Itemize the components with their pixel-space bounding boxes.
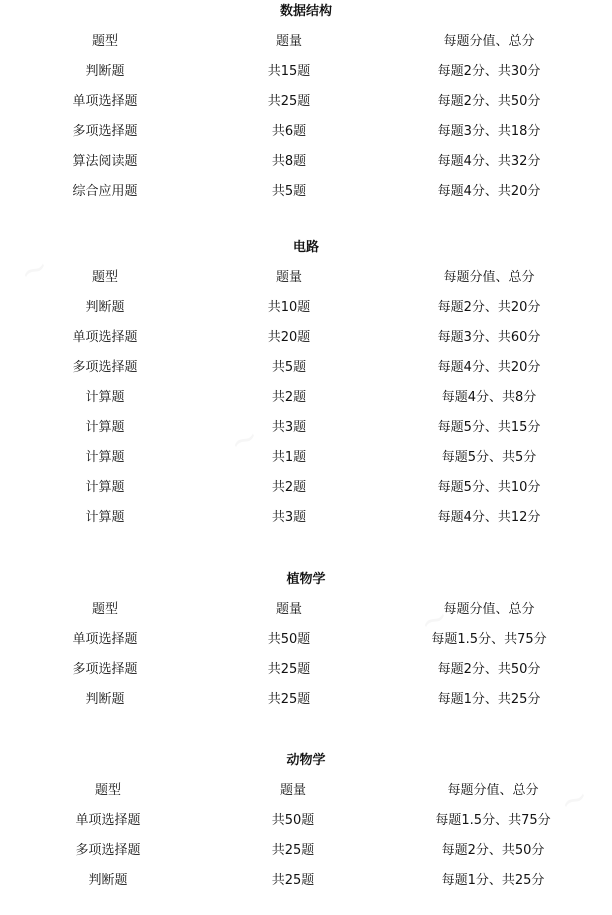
question-type: 判断题 <box>85 692 125 707</box>
header-question-type: 题型 <box>91 602 119 617</box>
table-row <box>0 182 612 202</box>
table-row <box>0 328 612 348</box>
question-type: 判断题 <box>85 64 125 79</box>
header-question-count: 题量 <box>279 783 307 798</box>
score: 每题5分、共10分 <box>437 480 541 495</box>
score: 每题4分、共8分 <box>441 390 537 405</box>
question-count: 共25题 <box>267 94 311 109</box>
header-question-count: 题量 <box>275 270 303 285</box>
section-title: 植物学 <box>286 572 326 587</box>
question-count: 共3题 <box>271 420 307 435</box>
question-count: 共50题 <box>267 632 311 647</box>
table-row <box>0 660 612 680</box>
question-count: 共25题 <box>271 873 315 888</box>
table-row <box>0 841 612 861</box>
table-row <box>0 478 612 498</box>
question-count: 共25题 <box>267 662 311 677</box>
question-count: 共2题 <box>271 480 307 495</box>
section-title: 数据结构 <box>279 4 332 19</box>
question-count: 共8题 <box>271 154 307 169</box>
table-row <box>0 448 612 468</box>
question-count: 共5题 <box>271 360 307 375</box>
table-row <box>0 62 612 82</box>
score: 每题1.5分、共75分 <box>431 632 547 647</box>
question-type: 判断题 <box>88 873 128 888</box>
question-type: 多项选择题 <box>72 124 138 139</box>
table-row <box>0 630 612 650</box>
table-row <box>0 871 612 891</box>
score: 每题2分、共50分 <box>437 94 541 109</box>
question-count: 共10题 <box>267 300 311 315</box>
question-type: 单项选择题 <box>72 330 138 345</box>
question-count: 共3题 <box>271 510 307 525</box>
question-type: 多项选择题 <box>75 843 141 858</box>
table-row <box>0 811 612 831</box>
question-type: 计算题 <box>85 420 125 435</box>
table-header-row <box>0 600 612 620</box>
question-count: 共1题 <box>271 450 307 465</box>
score: 每题3分、共18分 <box>437 124 541 139</box>
header-question-count: 题量 <box>275 602 303 617</box>
question-type: 单项选择题 <box>72 94 138 109</box>
table-row <box>0 388 612 408</box>
question-type: 多项选择题 <box>72 360 138 375</box>
question-count: 共25题 <box>271 843 315 858</box>
score: 每题2分、共50分 <box>441 843 545 858</box>
score: 每题1分、共25分 <box>441 873 545 888</box>
table-row <box>0 418 612 438</box>
header-score: 每题分值、总分 <box>443 34 535 49</box>
table-row <box>0 690 612 710</box>
score: 每题4分、共20分 <box>437 360 541 375</box>
question-count: 共50题 <box>271 813 315 828</box>
score: 每题4分、共32分 <box>437 154 541 169</box>
score: 每题4分、共20分 <box>437 184 541 199</box>
header-score: 每题分值、总分 <box>443 270 535 285</box>
question-type: 计算题 <box>85 450 125 465</box>
score: 每题5分、共15分 <box>437 420 541 435</box>
score: 每题3分、共60分 <box>437 330 541 345</box>
question-type: 单项选择题 <box>75 813 141 828</box>
question-count: 共2题 <box>271 390 307 405</box>
section-title: 动物学 <box>286 753 326 768</box>
question-type: 算法阅读题 <box>72 154 138 169</box>
table-row <box>0 298 612 318</box>
header-question-count: 题量 <box>275 34 303 49</box>
table-header-row <box>0 268 612 288</box>
question-type: 多项选择题 <box>72 662 138 677</box>
header-score: 每题分值、总分 <box>447 783 539 798</box>
question-type: 计算题 <box>85 390 125 405</box>
table-row <box>0 152 612 172</box>
score: 每题4分、共12分 <box>437 510 541 525</box>
question-type: 计算题 <box>85 480 125 495</box>
question-count: 共25题 <box>267 692 311 707</box>
question-count: 共5题 <box>271 184 307 199</box>
question-type: 判断题 <box>85 300 125 315</box>
table-row <box>0 358 612 378</box>
question-type: 单项选择题 <box>72 632 138 647</box>
question-count: 共6题 <box>271 124 307 139</box>
header-score: 每题分值、总分 <box>443 602 535 617</box>
score: 每题2分、共30分 <box>437 64 541 79</box>
table-row <box>0 508 612 528</box>
table-header-row <box>0 781 612 801</box>
question-count: 共15题 <box>267 64 311 79</box>
score: 每题2分、共20分 <box>437 300 541 315</box>
score: 每题1.5分、共75分 <box>435 813 551 828</box>
score: 每题5分、共5分 <box>441 450 537 465</box>
score: 每题2分、共50分 <box>437 662 541 677</box>
question-type: 计算题 <box>85 510 125 525</box>
question-type: 综合应用题 <box>72 184 138 199</box>
table-row <box>0 92 612 112</box>
section-title: 电路 <box>292 240 319 255</box>
question-count: 共20题 <box>267 330 311 345</box>
score: 每题1分、共25分 <box>437 692 541 707</box>
header-question-type: 题型 <box>94 783 122 798</box>
header-question-type: 题型 <box>91 270 119 285</box>
header-question-type: 题型 <box>91 34 119 49</box>
table-header-row <box>0 32 612 52</box>
table-row <box>0 122 612 142</box>
